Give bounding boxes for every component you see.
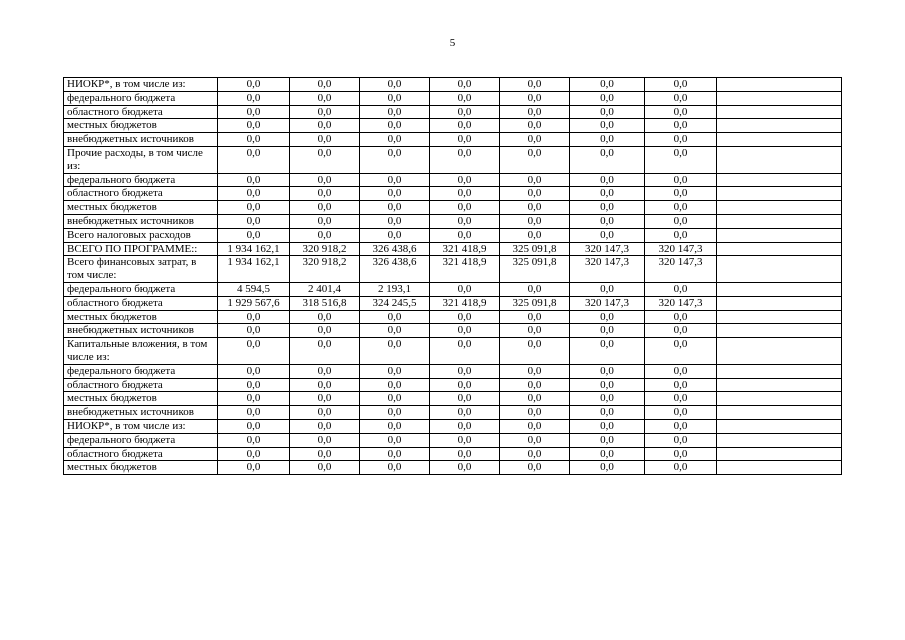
value-cell: 0,0 bbox=[645, 338, 717, 365]
value-cell: 0,0 bbox=[360, 364, 430, 378]
row-label: местных бюджетов bbox=[64, 119, 218, 133]
row-label: федерального бюджета bbox=[64, 433, 218, 447]
row-label: федерального бюджета bbox=[64, 282, 218, 296]
value-cell: 320 147,3 bbox=[645, 296, 717, 310]
value-cell: 0,0 bbox=[218, 91, 290, 105]
empty-cell bbox=[717, 310, 842, 324]
value-cell: 0,0 bbox=[290, 419, 360, 433]
value-cell: 0,0 bbox=[360, 105, 430, 119]
value-cell: 0,0 bbox=[290, 447, 360, 461]
value-cell: 0,0 bbox=[430, 447, 500, 461]
value-cell: 321 418,9 bbox=[430, 242, 500, 256]
table-row bbox=[64, 105, 842, 119]
value-cell: 2 193,1 bbox=[360, 282, 430, 296]
value-cell: 0,0 bbox=[360, 91, 430, 105]
value-cell: 0,0 bbox=[570, 105, 645, 119]
value-cell: 0,0 bbox=[645, 324, 717, 338]
value-cell: 0,0 bbox=[290, 91, 360, 105]
row-label: местных бюджетов bbox=[64, 461, 218, 475]
value-cell: 0,0 bbox=[218, 119, 290, 133]
value-cell: 0,0 bbox=[570, 447, 645, 461]
value-cell: 0,0 bbox=[645, 173, 717, 187]
empty-cell bbox=[717, 228, 842, 242]
table-row bbox=[64, 256, 842, 283]
value-cell: 0,0 bbox=[290, 406, 360, 420]
value-cell: 0,0 bbox=[218, 228, 290, 242]
value-cell: 0,0 bbox=[360, 338, 430, 365]
value-cell: 0,0 bbox=[500, 146, 570, 173]
value-cell: 0,0 bbox=[430, 91, 500, 105]
value-cell: 0,0 bbox=[430, 364, 500, 378]
value-cell: 0,0 bbox=[645, 282, 717, 296]
value-cell: 1 934 162,1 bbox=[218, 242, 290, 256]
row-label: областного бюджета bbox=[64, 447, 218, 461]
empty-cell bbox=[717, 433, 842, 447]
value-cell: 0,0 bbox=[500, 433, 570, 447]
value-cell: 0,0 bbox=[430, 378, 500, 392]
row-label: федерального бюджета bbox=[64, 364, 218, 378]
value-cell: 0,0 bbox=[645, 447, 717, 461]
value-cell: 0,0 bbox=[570, 282, 645, 296]
value-cell: 0,0 bbox=[430, 78, 500, 92]
table-row bbox=[64, 338, 842, 365]
value-cell: 0,0 bbox=[570, 187, 645, 201]
value-cell: 325 091,8 bbox=[500, 256, 570, 283]
empty-cell bbox=[717, 296, 842, 310]
value-cell: 320 147,3 bbox=[570, 296, 645, 310]
table-row bbox=[64, 324, 842, 338]
value-cell: 0,0 bbox=[500, 461, 570, 475]
value-cell: 0,0 bbox=[645, 133, 717, 147]
value-cell: 0,0 bbox=[430, 338, 500, 365]
value-cell: 2 401,4 bbox=[290, 282, 360, 296]
value-cell: 0,0 bbox=[360, 310, 430, 324]
value-cell: 0,0 bbox=[570, 364, 645, 378]
row-label: местных бюджетов bbox=[64, 310, 218, 324]
value-cell: 0,0 bbox=[218, 324, 290, 338]
empty-cell bbox=[717, 91, 842, 105]
table-row bbox=[64, 461, 842, 475]
value-cell: 0,0 bbox=[360, 78, 430, 92]
value-cell: 0,0 bbox=[290, 119, 360, 133]
table-row bbox=[64, 91, 842, 105]
empty-cell bbox=[717, 338, 842, 365]
value-cell: 0,0 bbox=[290, 433, 360, 447]
table-row bbox=[64, 242, 842, 256]
empty-cell bbox=[717, 282, 842, 296]
value-cell: 0,0 bbox=[570, 228, 645, 242]
table-row bbox=[64, 146, 842, 173]
value-cell: 0,0 bbox=[360, 228, 430, 242]
value-cell: 0,0 bbox=[645, 406, 717, 420]
value-cell: 0,0 bbox=[290, 187, 360, 201]
row-label: НИОКР*, в том числе из: bbox=[64, 78, 218, 92]
value-cell: 0,0 bbox=[360, 378, 430, 392]
value-cell: 320 147,3 bbox=[570, 256, 645, 283]
table-row bbox=[64, 392, 842, 406]
value-cell: 0,0 bbox=[500, 228, 570, 242]
table-row bbox=[64, 228, 842, 242]
table-row bbox=[64, 433, 842, 447]
value-cell: 0,0 bbox=[290, 364, 360, 378]
value-cell: 0,0 bbox=[570, 78, 645, 92]
value-cell: 0,0 bbox=[570, 201, 645, 215]
value-cell: 0,0 bbox=[570, 338, 645, 365]
value-cell: 0,0 bbox=[570, 433, 645, 447]
value-cell: 0,0 bbox=[218, 433, 290, 447]
value-cell: 0,0 bbox=[430, 419, 500, 433]
value-cell: 0,0 bbox=[500, 282, 570, 296]
row-label: ВСЕГО ПО ПРОГРАММЕ:: bbox=[64, 242, 218, 256]
value-cell: 318 516,8 bbox=[290, 296, 360, 310]
value-cell: 0,0 bbox=[645, 119, 717, 133]
value-cell: 0,0 bbox=[430, 433, 500, 447]
empty-cell bbox=[717, 392, 842, 406]
table-row bbox=[64, 78, 842, 92]
value-cell: 0,0 bbox=[645, 433, 717, 447]
value-cell: 0,0 bbox=[290, 201, 360, 215]
table-row bbox=[64, 187, 842, 201]
value-cell: 0,0 bbox=[360, 406, 430, 420]
value-cell: 0,0 bbox=[645, 146, 717, 173]
value-cell: 0,0 bbox=[430, 324, 500, 338]
value-cell: 0,0 bbox=[290, 461, 360, 475]
value-cell: 0,0 bbox=[360, 187, 430, 201]
value-cell: 0,0 bbox=[500, 310, 570, 324]
row-label: федерального бюджета bbox=[64, 91, 218, 105]
value-cell: 0,0 bbox=[430, 119, 500, 133]
table-row bbox=[64, 282, 842, 296]
value-cell: 0,0 bbox=[500, 201, 570, 215]
value-cell: 0,0 bbox=[570, 419, 645, 433]
value-cell: 0,0 bbox=[360, 392, 430, 406]
value-cell: 0,0 bbox=[360, 173, 430, 187]
empty-cell bbox=[717, 78, 842, 92]
value-cell: 320 918,2 bbox=[290, 242, 360, 256]
value-cell: 0,0 bbox=[570, 406, 645, 420]
value-cell: 0,0 bbox=[430, 146, 500, 173]
value-cell: 0,0 bbox=[290, 392, 360, 406]
value-cell: 320 147,3 bbox=[645, 256, 717, 283]
empty-cell bbox=[717, 173, 842, 187]
value-cell: 0,0 bbox=[500, 133, 570, 147]
value-cell: 0,0 bbox=[570, 461, 645, 475]
row-label: областного бюджета bbox=[64, 187, 218, 201]
table-row bbox=[64, 133, 842, 147]
value-cell: 0,0 bbox=[360, 324, 430, 338]
value-cell: 0,0 bbox=[290, 378, 360, 392]
value-cell: 0,0 bbox=[290, 310, 360, 324]
value-cell: 0,0 bbox=[360, 119, 430, 133]
value-cell: 0,0 bbox=[645, 201, 717, 215]
value-cell: 0,0 bbox=[218, 105, 290, 119]
value-cell: 0,0 bbox=[218, 419, 290, 433]
value-cell: 0,0 bbox=[645, 187, 717, 201]
value-cell: 0,0 bbox=[500, 91, 570, 105]
value-cell: 0,0 bbox=[218, 146, 290, 173]
table-row bbox=[64, 201, 842, 215]
value-cell: 0,0 bbox=[218, 214, 290, 228]
value-cell: 326 438,6 bbox=[360, 242, 430, 256]
budget-table bbox=[63, 77, 842, 475]
value-cell: 0,0 bbox=[218, 378, 290, 392]
value-cell: 0,0 bbox=[218, 173, 290, 187]
value-cell: 321 418,9 bbox=[430, 256, 500, 283]
empty-cell bbox=[717, 119, 842, 133]
empty-cell bbox=[717, 447, 842, 461]
value-cell: 0,0 bbox=[218, 461, 290, 475]
value-cell: 0,0 bbox=[218, 338, 290, 365]
value-cell: 321 418,9 bbox=[430, 296, 500, 310]
row-label: НИОКР*, в том числе из: bbox=[64, 419, 218, 433]
value-cell: 0,0 bbox=[430, 173, 500, 187]
value-cell: 0,0 bbox=[570, 324, 645, 338]
table-body bbox=[64, 78, 842, 475]
value-cell: 0,0 bbox=[290, 214, 360, 228]
value-cell: 0,0 bbox=[218, 310, 290, 324]
empty-cell bbox=[717, 324, 842, 338]
value-cell: 4 594,5 bbox=[218, 282, 290, 296]
value-cell: 1 929 567,6 bbox=[218, 296, 290, 310]
row-label: местных бюджетов bbox=[64, 201, 218, 215]
value-cell: 0,0 bbox=[290, 133, 360, 147]
value-cell: 0,0 bbox=[290, 146, 360, 173]
value-cell: 0,0 bbox=[570, 173, 645, 187]
value-cell: 0,0 bbox=[360, 214, 430, 228]
value-cell: 0,0 bbox=[430, 228, 500, 242]
value-cell: 0,0 bbox=[218, 133, 290, 147]
empty-cell bbox=[717, 419, 842, 433]
value-cell: 0,0 bbox=[430, 201, 500, 215]
value-cell: 0,0 bbox=[430, 214, 500, 228]
row-label: Всего финансовых затрат, в том числе: bbox=[64, 256, 218, 283]
value-cell: 0,0 bbox=[218, 187, 290, 201]
value-cell: 0,0 bbox=[645, 214, 717, 228]
value-cell: 0,0 bbox=[290, 173, 360, 187]
row-label: внебюджетных источников bbox=[64, 406, 218, 420]
empty-cell bbox=[717, 201, 842, 215]
row-label: Капитальные вложения, в том числе из: bbox=[64, 338, 218, 365]
value-cell: 0,0 bbox=[290, 105, 360, 119]
value-cell: 0,0 bbox=[360, 133, 430, 147]
value-cell: 0,0 bbox=[430, 310, 500, 324]
value-cell: 0,0 bbox=[645, 364, 717, 378]
value-cell: 0,0 bbox=[645, 419, 717, 433]
value-cell: 0,0 bbox=[500, 419, 570, 433]
empty-cell bbox=[717, 364, 842, 378]
value-cell: 320 147,3 bbox=[645, 242, 717, 256]
row-label: областного бюджета bbox=[64, 296, 218, 310]
value-cell: 320 918,2 bbox=[290, 256, 360, 283]
value-cell: 0,0 bbox=[500, 447, 570, 461]
value-cell: 0,0 bbox=[360, 201, 430, 215]
value-cell: 0,0 bbox=[645, 461, 717, 475]
empty-cell bbox=[717, 242, 842, 256]
value-cell: 0,0 bbox=[645, 378, 717, 392]
empty-cell bbox=[717, 133, 842, 147]
empty-cell bbox=[717, 105, 842, 119]
row-label: внебюджетных источников bbox=[64, 133, 218, 147]
value-cell: 325 091,8 bbox=[500, 242, 570, 256]
empty-cell bbox=[717, 378, 842, 392]
row-label: федерального бюджета bbox=[64, 173, 218, 187]
value-cell: 0,0 bbox=[500, 78, 570, 92]
value-cell: 0,0 bbox=[360, 447, 430, 461]
value-cell: 0,0 bbox=[500, 105, 570, 119]
value-cell: 0,0 bbox=[218, 447, 290, 461]
value-cell: 0,0 bbox=[570, 310, 645, 324]
value-cell: 0,0 bbox=[500, 214, 570, 228]
value-cell: 0,0 bbox=[290, 338, 360, 365]
value-cell: 0,0 bbox=[570, 119, 645, 133]
value-cell: 0,0 bbox=[645, 228, 717, 242]
empty-cell bbox=[717, 256, 842, 283]
value-cell: 0,0 bbox=[645, 310, 717, 324]
row-label: областного бюджета bbox=[64, 378, 218, 392]
table-row bbox=[64, 173, 842, 187]
value-cell: 0,0 bbox=[360, 461, 430, 475]
value-cell: 0,0 bbox=[500, 378, 570, 392]
value-cell: 0,0 bbox=[645, 105, 717, 119]
value-cell: 0,0 bbox=[500, 119, 570, 133]
value-cell: 324 245,5 bbox=[360, 296, 430, 310]
value-cell: 0,0 bbox=[500, 173, 570, 187]
value-cell: 0,0 bbox=[218, 201, 290, 215]
value-cell: 0,0 bbox=[500, 324, 570, 338]
row-label: Прочие расходы, в том числе из: bbox=[64, 146, 218, 173]
value-cell: 0,0 bbox=[570, 146, 645, 173]
value-cell: 0,0 bbox=[570, 91, 645, 105]
table-row bbox=[64, 214, 842, 228]
row-label: Всего налоговых расходов bbox=[64, 228, 218, 242]
value-cell: 0,0 bbox=[500, 187, 570, 201]
value-cell: 0,0 bbox=[645, 91, 717, 105]
row-label: местных бюджетов bbox=[64, 392, 218, 406]
empty-cell bbox=[717, 214, 842, 228]
value-cell: 0,0 bbox=[290, 228, 360, 242]
table-row bbox=[64, 310, 842, 324]
value-cell: 0,0 bbox=[360, 146, 430, 173]
value-cell: 0,0 bbox=[645, 392, 717, 406]
value-cell: 0,0 bbox=[290, 324, 360, 338]
empty-cell bbox=[717, 461, 842, 475]
row-label: внебюджетных источников bbox=[64, 214, 218, 228]
value-cell: 0,0 bbox=[500, 364, 570, 378]
table-row bbox=[64, 364, 842, 378]
value-cell: 0,0 bbox=[570, 392, 645, 406]
table-row bbox=[64, 419, 842, 433]
value-cell: 326 438,6 bbox=[360, 256, 430, 283]
empty-cell bbox=[717, 187, 842, 201]
value-cell: 0,0 bbox=[360, 419, 430, 433]
value-cell: 0,0 bbox=[500, 338, 570, 365]
empty-cell bbox=[717, 406, 842, 420]
row-label: областного бюджета bbox=[64, 105, 218, 119]
value-cell: 0,0 bbox=[218, 392, 290, 406]
empty-cell bbox=[717, 146, 842, 173]
page-number: 5 bbox=[449, 37, 456, 49]
value-cell: 0,0 bbox=[430, 282, 500, 296]
value-cell: 0,0 bbox=[570, 133, 645, 147]
value-cell: 0,0 bbox=[430, 392, 500, 406]
table-row bbox=[64, 119, 842, 133]
table-row bbox=[64, 447, 842, 461]
value-cell: 0,0 bbox=[360, 433, 430, 447]
row-label: внебюджетных источников bbox=[64, 324, 218, 338]
value-cell: 0,0 bbox=[218, 78, 290, 92]
value-cell: 0,0 bbox=[430, 133, 500, 147]
table-row bbox=[64, 296, 842, 310]
value-cell: 0,0 bbox=[218, 406, 290, 420]
value-cell: 0,0 bbox=[500, 406, 570, 420]
value-cell: 0,0 bbox=[218, 364, 290, 378]
value-cell: 0,0 bbox=[570, 214, 645, 228]
value-cell: 1 934 162,1 bbox=[218, 256, 290, 283]
value-cell: 0,0 bbox=[645, 78, 717, 92]
table-row bbox=[64, 378, 842, 392]
value-cell: 0,0 bbox=[570, 378, 645, 392]
table-row bbox=[64, 406, 842, 420]
value-cell: 0,0 bbox=[430, 187, 500, 201]
value-cell: 0,0 bbox=[430, 105, 500, 119]
value-cell: 0,0 bbox=[430, 461, 500, 475]
value-cell: 325 091,8 bbox=[500, 296, 570, 310]
value-cell: 0,0 bbox=[430, 406, 500, 420]
value-cell: 0,0 bbox=[290, 78, 360, 92]
value-cell: 320 147,3 bbox=[570, 242, 645, 256]
value-cell: 0,0 bbox=[500, 392, 570, 406]
